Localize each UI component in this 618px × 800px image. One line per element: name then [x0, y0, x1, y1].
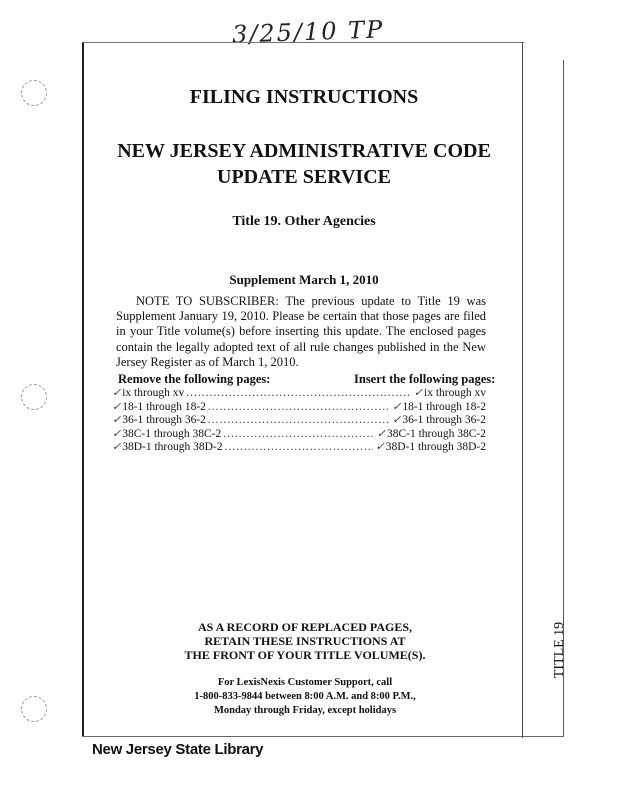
check-mark-icon: ✓	[375, 441, 385, 454]
page-right-edge	[522, 42, 523, 738]
support-line3: Monday through Friday, except holidays	[213, 705, 397, 716]
remove-range: 36-1 through 36-2	[122, 414, 206, 427]
agency-title: Title 19. Other Agencies	[232, 214, 376, 229]
dot-leader	[208, 414, 390, 426]
check-mark-icon: ✓	[413, 387, 424, 399]
title-tab-label: TITLE 19	[552, 621, 567, 679]
support-line2: 1-800-833-9844 between 8:00 A.M. and 8:00 P.M.,	[194, 691, 416, 702]
dot-leader	[208, 401, 390, 413]
check-mark-icon: ✓	[112, 387, 122, 399]
check-mark-icon: ✓	[112, 427, 122, 440]
binder-hole-bottom	[21, 696, 47, 722]
remove-range: 38C-1 through 38C-2	[122, 427, 222, 440]
page-row	[112, 400, 486, 414]
support-line1: For LexisNexis Customer Support, call	[217, 677, 393, 688]
check-mark-icon: ✓	[376, 427, 386, 440]
binder-hole-top	[21, 80, 47, 106]
remove-pages-header: Remove the following pages:	[118, 372, 271, 386]
check-mark-icon: ✓	[112, 400, 122, 413]
record-instructions	[120, 620, 490, 662]
dot-leader	[225, 441, 374, 453]
dot-leader	[223, 428, 375, 440]
check-mark-icon: ✓	[392, 414, 402, 427]
document-title: FILING INSTRUCTIONS	[189, 86, 419, 108]
dot-leader	[186, 387, 412, 399]
page-row	[112, 440, 486, 454]
page-replacement-list	[112, 386, 486, 454]
check-mark-icon: ✓	[112, 414, 122, 427]
handwritten-date-note: 3/25/10 TP	[231, 15, 385, 49]
insert-range: 38C-1 through 38C-2	[386, 427, 486, 440]
subscriber-note: NOTE TO SUBSCRIBER: The previous update to Title 19 was Supplement January 19, 2010. Please be certain that those pages are filed in your Title volume(s) before inserting this update. The enclosed pages contain the legally adopted text of all rule changes published in the New Jersey Register as of March 1, 2010.	[116, 294, 486, 369]
remove-range: ix through xv	[122, 387, 185, 399]
binder-hole-middle	[21, 384, 47, 410]
remove-range: 38D-1 through 38D-2	[122, 441, 223, 454]
remove-range: 18-1 through 18-2	[122, 400, 206, 413]
page-bottom-edge	[82, 736, 564, 737]
record-line3: THE FRONT OF YOUR TITLE VOLUME(S).	[184, 648, 426, 662]
record-line2: RETAIN THESE INSTRUCTIONS AT	[204, 634, 406, 648]
check-mark-icon: ✓	[112, 441, 122, 454]
code-heading	[100, 138, 508, 190]
page-row	[112, 413, 486, 427]
insert-pages-header: Insert the following pages:	[354, 372, 496, 386]
code-heading-line1: NEW JERSEY ADMINISTRATIVE CODE	[117, 140, 491, 162]
insert-range: ix through xv	[424, 387, 486, 399]
insert-range: 36-1 through 36-2	[402, 414, 486, 427]
page-row	[112, 427, 486, 441]
insert-range: 18-1 through 18-2	[402, 400, 486, 413]
record-line1: AS A RECORD OF REPLACED PAGES,	[197, 620, 413, 634]
page-row	[112, 386, 486, 400]
customer-support-info	[120, 676, 490, 718]
supplement-date: Supplement March 1, 2010	[229, 272, 379, 287]
check-mark-icon: ✓	[392, 400, 402, 413]
insert-range: 38D-1 through 38D-2	[385, 441, 486, 454]
code-heading-line2: UPDATE SERVICE	[217, 166, 391, 188]
library-stamp: New Jersey State Library	[92, 741, 264, 758]
